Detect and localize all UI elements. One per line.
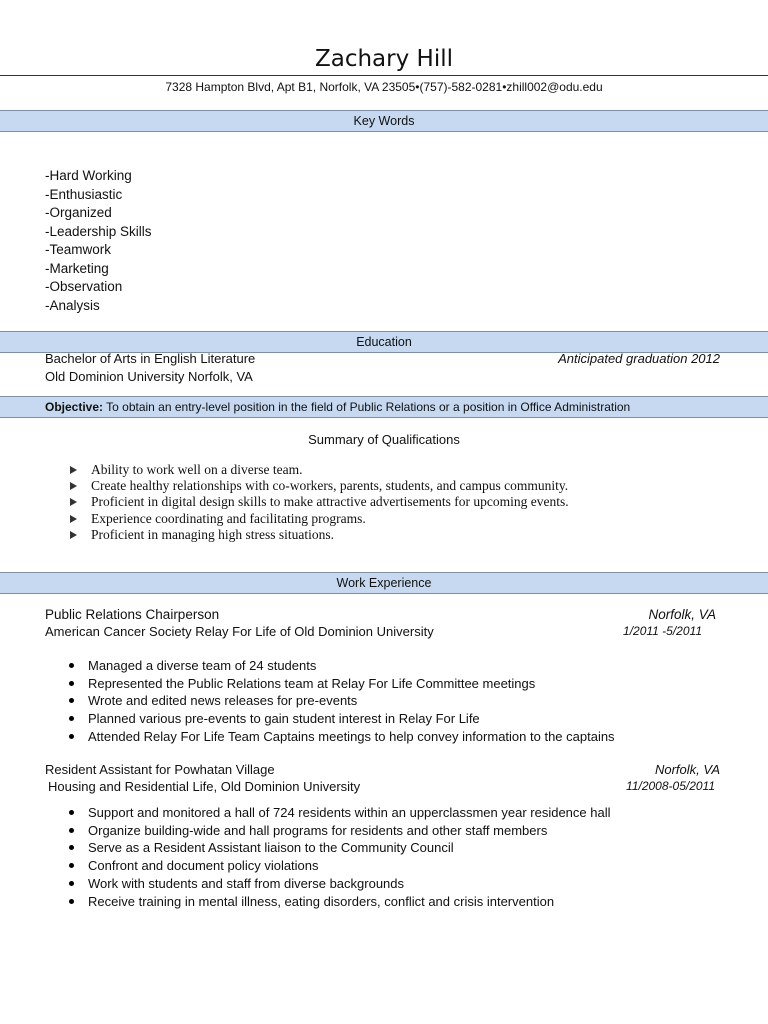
- contact-line: 7328 Hampton Blvd, Apt B1, Norfolk, VA 23505•(757)-582-0281•zhill002@odu.edu: [165, 80, 603, 94]
- job-dates: 11/2008-05/2011: [626, 779, 715, 793]
- job-bullets: [67, 804, 610, 910]
- arrow-bullet-icon: [70, 498, 77, 506]
- job-title: Public Relations Chairperson: [45, 607, 220, 622]
- job-location: Norfolk, VA: [654, 762, 720, 777]
- keyword-item: -Analysis: [45, 297, 100, 313]
- job-bullet-item: Organize building-wide and hall programs for residents and other staff members: [67, 822, 610, 840]
- job-bullet-item: Support and monitored a hall of 724 residents within an upperclassmen year residence hall: [67, 804, 610, 822]
- job-bullet-item: Wrote and edited news releases for pre-events: [67, 692, 615, 710]
- qualifications-list: [70, 462, 569, 543]
- bullet-dot-icon: [69, 734, 74, 739]
- bullet-dot-icon: [69, 716, 74, 721]
- education-graduation: Anticipated graduation 2012: [558, 351, 720, 366]
- arrow-bullet-icon: [70, 482, 77, 490]
- keyword-item: -Enthusiastic: [45, 186, 123, 202]
- education-heading: Education: [0, 331, 768, 353]
- header-divider: [0, 75, 768, 76]
- bullet-dot-icon: [69, 863, 74, 868]
- arrow-bullet-icon: [70, 466, 77, 474]
- job-bullet-item: Receive training in mental illness, eating disorders, conflict and crisis intervention: [67, 893, 610, 911]
- work-heading: Work Experience: [0, 572, 768, 594]
- job-bullet-item: Serve as a Resident Assistant liaison to the Community Council: [67, 839, 610, 857]
- qualification-item: Experience coordinating and facilitating programs.: [70, 511, 569, 527]
- keyword-item: -Observation: [45, 279, 123, 294]
- keyword-item: -Teamwork: [45, 242, 112, 257]
- keyword-item: -Marketing: [45, 260, 109, 276]
- job-bullet-item: Confront and document policy violations: [67, 857, 610, 875]
- job-organization: Housing and Residential Life, Old Dominion University: [48, 779, 361, 794]
- keyword-item: -Leadership Skills: [45, 223, 152, 239]
- bullet-dot-icon: [69, 881, 74, 886]
- arrow-bullet-icon: [70, 515, 77, 523]
- keywords-list: [45, 167, 152, 315]
- bullet-dot-icon: [69, 828, 74, 833]
- education-degree: Bachelor of Arts in English Literature: [45, 351, 256, 366]
- job-bullet-item: Represented the Public Relations team at Relay For Life Committee meetings: [67, 675, 615, 693]
- job-location: Norfolk, VA: [648, 607, 716, 622]
- keyword-item: -Hard Working: [45, 168, 132, 183]
- job-bullet-item: Attended Relay For Life Team Captains meetings to help convey information to the captains: [67, 728, 615, 746]
- education-school: Old Dominion University Norfolk, VA: [45, 369, 253, 384]
- bullet-dot-icon: [69, 899, 74, 904]
- qualification-item: Proficient in managing high stress situations.: [70, 527, 569, 543]
- bullet-dot-icon: [69, 663, 74, 668]
- job-bullet-item: Work with students and staff from diverse backgrounds: [67, 875, 610, 893]
- objective-text: To obtain an entry-level position in the field of Public Relations or a position in Office Administration: [103, 400, 631, 414]
- bullet-dot-icon: [69, 698, 74, 703]
- qualification-item: Create healthy relationships with co-workers, parents, students, and campus community.: [70, 478, 569, 494]
- job-bullet-item: Planned various pre-events to gain student interest in Relay For Life: [67, 710, 615, 728]
- bullet-dot-icon: [69, 681, 74, 686]
- job-organization: American Cancer Society Relay For Life of Old Dominion University: [45, 624, 434, 639]
- objective-label: Objective:: [45, 400, 104, 414]
- job-title: Resident Assistant for Powhatan Village: [45, 762, 275, 777]
- arrow-bullet-icon: [70, 531, 77, 539]
- resume-name: Zachary Hill: [314, 46, 453, 72]
- qualifications-heading: Summary of Qualifications: [308, 432, 460, 447]
- keywords-heading: Key Words: [0, 110, 768, 132]
- qualification-item: Ability to work well on a diverse team.: [70, 462, 569, 478]
- keyword-item: -Organized: [45, 205, 112, 220]
- job-bullets: [67, 657, 615, 746]
- job-bullet-item: Managed a diverse team of 24 students: [67, 657, 615, 675]
- job-dates: 1/2011 -5/2011: [623, 624, 702, 638]
- bullet-dot-icon: [69, 845, 74, 850]
- objective-band: [0, 396, 768, 418]
- bullet-dot-icon: [69, 810, 74, 815]
- qualification-item: Proficient in digital design skills to make attractive advertisements for upcoming events.: [70, 494, 569, 510]
